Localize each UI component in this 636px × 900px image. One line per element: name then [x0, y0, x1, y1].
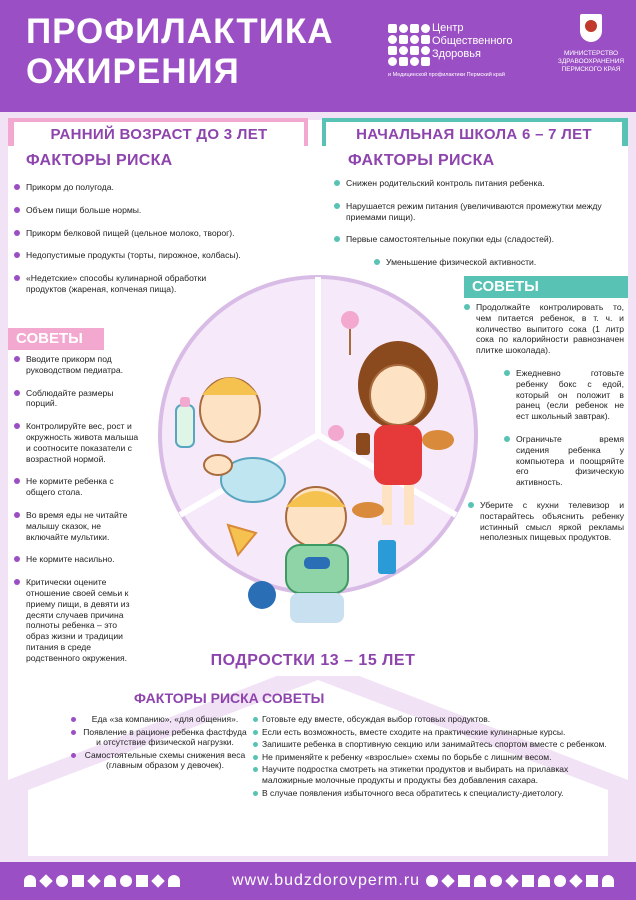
list-item: Еда «за компанию», «для общения». [70, 714, 250, 725]
early-tips-title: СОВЕТЫ [8, 328, 104, 350]
list-item: Прикорм белковой пищей (цельное молоко, творог). [12, 228, 272, 239]
list-item: Не кормите ребенка с общего стола. [12, 476, 140, 498]
early-factors-title: ФАКТОРЫ РИСКА [26, 152, 173, 169]
center-subtitle: и Медицинской профилактики Пермский край [388, 72, 505, 78]
list-item: Запишите ребенка в спортивную секцию или занимайтесь спортом вместе с ребенком. [252, 739, 612, 750]
center-logo [388, 22, 538, 92]
early-age-band [8, 118, 308, 146]
list-item: Критически оцените отношение своей семьи к приему пищи, в девяти из десяти случаев причина полноты ребенка – это образ жизни и традиции питания в среде родственного окружения. [12, 577, 140, 663]
school-band [322, 118, 628, 146]
center-name: Центр Общественного Здоровья [432, 22, 513, 60]
list-item: «Недетские» способы кулинарной обработки продуктов (жареная, копченая пища). [12, 273, 212, 295]
teens-factors-list [70, 714, 250, 773]
list-item: Не применяйте к ребенку «взрослые» схемы по борьбе с лишним весом. [252, 752, 612, 763]
list-item: Первые самостоятельные покупки еды (сладостей). [332, 234, 622, 245]
ministry-name: МИНИСТЕРСТВО ЗДРАВООХРАНЕНИЯ ПЕРМСКОГО КРАЯ [557, 50, 625, 73]
school-factors-title: ФАКТОРЫ РИСКА [348, 152, 495, 169]
list-item: Нарушается режим питания (увеличиваются промежутки между приемами пищи). [332, 201, 622, 223]
list-item: Готовьте еду вместе, обсуждая выбор готовых продуктов. [252, 714, 612, 725]
header [0, 0, 636, 112]
teens-tips-title: СОВЕТЫ [262, 690, 325, 706]
list-item: Если есть возможность, вместе сходите на практические кулинарные курсы. [252, 727, 612, 738]
crest-icon [580, 14, 602, 42]
early-tips-list [12, 354, 140, 676]
list-item: Во время еды не читайте малышу сказок, не включайте мультики. [12, 510, 140, 542]
website-link[interactable]: www.budzdorovperm.ru [232, 872, 421, 889]
list-item: Прикорм до полугода. [12, 182, 272, 193]
list-item: Не кормите насильно. [12, 554, 140, 565]
list-item: Недопустимые продукты (торты, пирожное, колбасы). [12, 250, 272, 261]
list-item: Соблюдайте размеры порций. [12, 388, 140, 410]
decor-shapes-right [426, 875, 614, 887]
ministry-logo [548, 14, 634, 94]
early-age-title: РАННИЙ ВОЗРАСТ ДО 3 ЛЕТ [14, 122, 304, 146]
early-factors-list [12, 182, 272, 307]
center-logo-icon [388, 24, 430, 66]
list-item: Снижен родительский контроль питания ребенка. [332, 178, 622, 189]
list-item: Контролируйте вес, рост и окружность живота малыша и соотносите показатели с возрастной нормой. [12, 421, 140, 464]
decor-shapes-left [24, 875, 180, 887]
list-item: Ежедневно готовьте ребенку бокс с едой, который он положит в ранец (если ребенок не ест школьный завтрак). [516, 367, 624, 422]
list-item: Появление в рационе ребенка фастфуда и отсутствие физической нагрузки. [70, 727, 250, 748]
list-item: Объем пищи больше нормы. [12, 205, 272, 216]
school-tips-list [476, 302, 624, 555]
teens-title: ПОДРОСТКИ 13 – 15 ЛЕТ [150, 646, 476, 676]
school-title: НАЧАЛЬНАЯ ШКОЛА 6 – 7 ЛЕТ [326, 122, 622, 146]
teens-tips-list [252, 714, 612, 800]
school-factors-list [332, 178, 622, 280]
list-item: Самостоятельные схемы снижения веса (главным образом у девочек). [70, 750, 250, 771]
page-title: ПРОФИЛАКТИКА ОЖИРЕНИЯ [26, 12, 334, 91]
list-item: Научите подростка смотреть на этикетки продуктов и выбирать на прилавках маложирные молочные продукты и продукты без добавления сахара. [252, 764, 612, 785]
school-tips-title: СОВЕТЫ [464, 276, 628, 298]
list-item: Продолжайте контролировать то, чем питается ребенок, в т. ч. и количество выпитого сока (1 литр сока по калорийности равнозначен плитке шоколада). [476, 302, 624, 356]
footer [0, 862, 636, 900]
list-item: Ограничьте время сидения ребенка у компьютера и поощряйте его физическую активность. [516, 433, 624, 488]
list-item: Уберите с кухни телевизор и постарайтесь объяснить ребенку истинный смысл яркой рекламы неполезных пищевых продуктов. [480, 499, 624, 543]
list-item: В случае появления избыточного веса обратитесь к специалисту-диетологу. [252, 788, 612, 799]
age-circle-illustration [158, 265, 478, 645]
list-item: Уменьшение физической активности. [372, 257, 622, 268]
list-item: Вводите прикорм под руководством педиатра. [12, 354, 140, 376]
teens-factors-title: ФАКТОРЫ РИСКА [134, 690, 259, 706]
